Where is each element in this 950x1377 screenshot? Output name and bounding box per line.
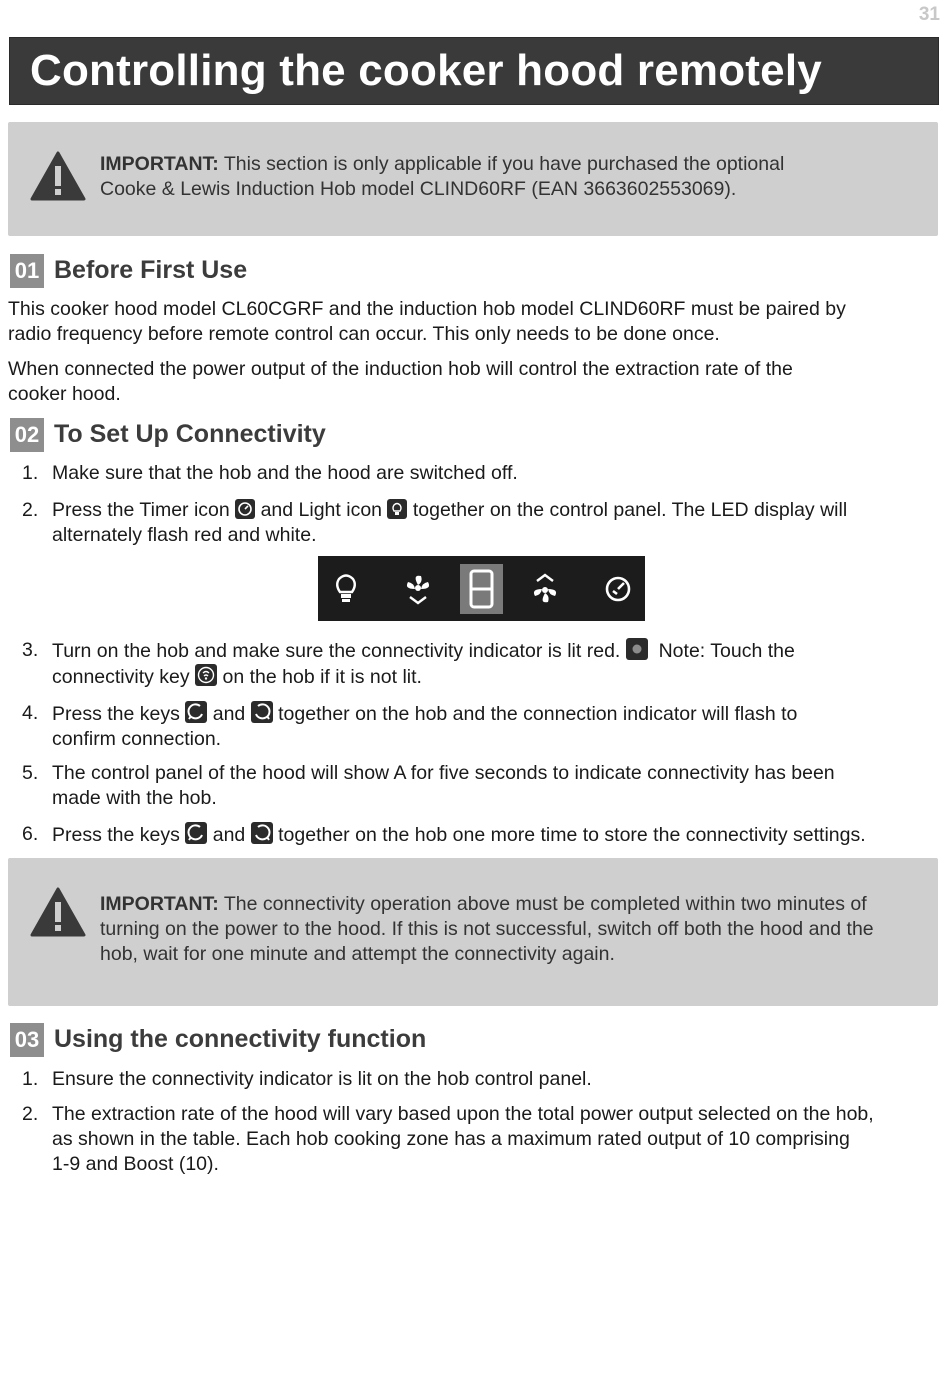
step-number: 2. [22, 499, 39, 521]
step-number: 6. [22, 823, 39, 845]
section-number: 01 [10, 254, 44, 288]
text-run: on the hob if it is not lit. [222, 666, 422, 688]
important-label: IMPORTANT: [100, 893, 219, 915]
section-title: Using the connectivity function [54, 1025, 427, 1053]
title-bar [10, 38, 938, 104]
fan-down-icon [395, 556, 441, 621]
section-title: Before First Use [54, 256, 248, 284]
section-number: 02 [10, 418, 44, 452]
text-run: together on the hob one more time to store the connectivity settings. [278, 824, 866, 846]
connectivity-key-icon [195, 664, 217, 686]
important-note-2 [8, 858, 938, 1006]
step-text [52, 761, 942, 811]
page-number: 31 [918, 4, 940, 25]
important-2-line2: turning on the power to the hood. If this is not successful, switch off both the hood and the [100, 918, 874, 940]
warning-icon [30, 150, 86, 202]
text-run: alternately flash red and white. [52, 524, 317, 546]
important-2-line3: hob, wait for one minute and attempt the connectivity again. [100, 943, 615, 965]
step-text: Make sure that the hob and the hood are switched off. [52, 462, 518, 484]
left-dial-key-icon [185, 822, 207, 844]
important-1-line1: This section is only applicable if you have purchased the optional [223, 153, 785, 175]
text-run: 1-9 and Boost (10). [52, 1153, 219, 1175]
text-run: and [212, 824, 246, 846]
paragraph [8, 297, 846, 347]
step-number: 1. [22, 1068, 39, 1090]
text-run: as shown in the table. Each hob cooking zone has a maximum rated output of 10 comprising [52, 1128, 850, 1150]
section-number: 03 [10, 1023, 44, 1057]
warning-icon [30, 886, 86, 938]
right-dial-key-icon [251, 822, 273, 844]
paragraph [8, 357, 793, 407]
text-run: Press the keys [52, 824, 180, 846]
step-number: 4. [22, 702, 39, 724]
led-digit-display [460, 564, 503, 614]
text-run: together on the hob and the connection indicator will flash to [278, 703, 798, 725]
text-line: When connected the power output of the induction hob will control the extraction rate of the [8, 358, 793, 380]
text-run: Note: Touch the [658, 640, 795, 662]
text-run: and [212, 703, 246, 725]
text-run: and Light icon [260, 499, 383, 521]
important-note-1 [8, 122, 938, 236]
text-run: Press the Timer icon [52, 499, 230, 521]
step-text [52, 498, 942, 548]
text-run: confirm connection. [52, 728, 222, 750]
light-key-icon [387, 499, 407, 519]
step-number: 5. [22, 762, 39, 784]
step-number: 2. [22, 1103, 39, 1125]
timer-icon [595, 556, 641, 621]
text-run: The extraction rate of the hood will vary based upon the total power output selected on the hob, [52, 1103, 874, 1125]
step-number: 1. [22, 462, 39, 484]
left-dial-key-icon [185, 701, 207, 723]
text-run: The control panel of the hood will show A for five seconds to indicate connectivity has been [52, 762, 835, 784]
timer-key-icon [235, 499, 255, 519]
step-number: 3. [22, 639, 39, 661]
page-title: Controlling the cooker hood remotely [30, 46, 822, 95]
text-run: made with the hob. [52, 787, 217, 809]
hood-control-panel [318, 556, 645, 621]
step-text [52, 822, 942, 848]
right-dial-key-icon [251, 701, 273, 723]
indicator-red-icon [626, 638, 648, 660]
light-icon [323, 556, 369, 621]
fan-up-icon [522, 556, 568, 621]
important-2-line1: The connectivity operation above must be completed within two minutes of [223, 893, 867, 915]
step-text [52, 1102, 942, 1177]
important-label: IMPORTANT: [100, 153, 219, 175]
section-title: To Set Up Connectivity [54, 420, 326, 448]
text-run: Turn on the hob and make sure the connectivity indicator is lit red. [52, 640, 621, 662]
text-line: cooker hood. [8, 383, 121, 405]
important-1-line2: Cooke & Lewis Induction Hob model CLIND60RF (EAN 3663602553069). [100, 178, 737, 200]
text-line: radio frequency before remote control can occur. This only needs to be done once. [8, 323, 720, 345]
step-text [52, 701, 942, 752]
text-run: together on the control panel. The LED display will [412, 499, 848, 521]
text-line: This cooker hood model CL60CGRF and the induction hob model CLIND60RF must be paired by [8, 298, 846, 320]
step-text [52, 638, 942, 690]
step-text: Ensure the connectivity indicator is lit on the hob control panel. [52, 1068, 592, 1090]
important-note-1-text [100, 152, 784, 202]
text-run: Press the keys [52, 703, 180, 725]
text-run: connectivity key [52, 666, 190, 688]
important-note-2-text [100, 892, 930, 967]
